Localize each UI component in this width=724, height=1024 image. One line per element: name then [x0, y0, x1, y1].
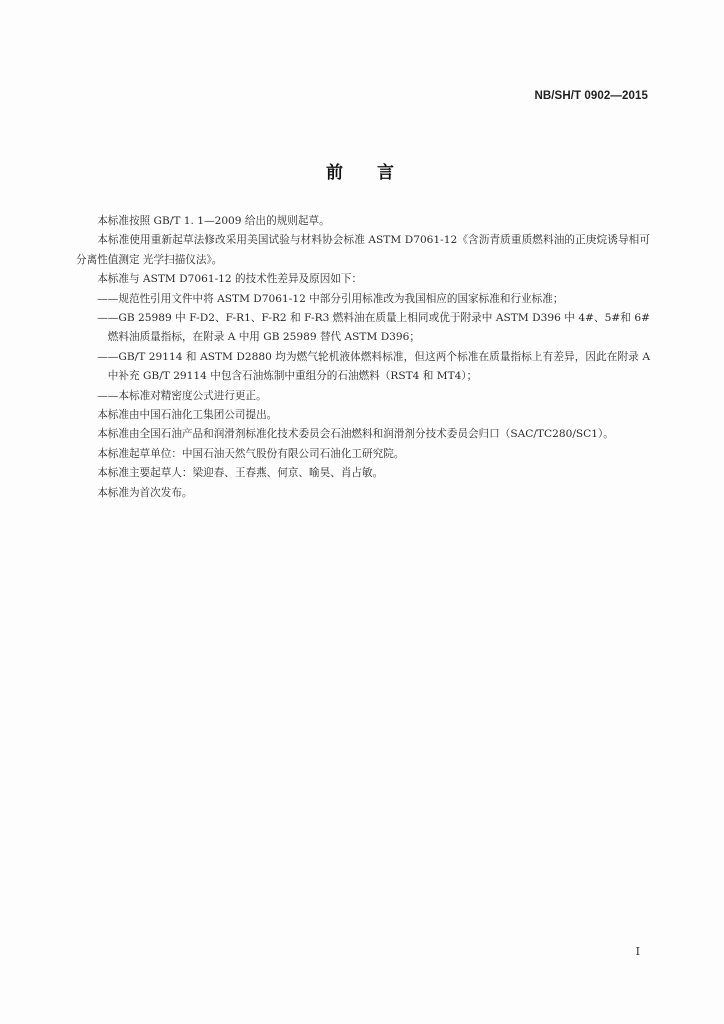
paragraph-differences-intro: 本标准与 ASTM D7061-12 的技术性差异及原因如下： [97, 273, 363, 286]
foreword-body [76, 212, 650, 503]
difference-item-gb25989: ——GB 25989 中 F-D2、F-R1、F-R2 和 F-R3 燃料油在质量上相同或优于附录中 ASTM D396 中 4#、5#和 6#燃料油质量指标，在附录 A 中用 GB 25989 替代 ASTM D396； [97, 312, 650, 344]
page-title: 前言 [326, 163, 428, 183]
standard-code: NB/SH/T 0902—2015 [534, 90, 648, 102]
difference-item-precision: ——本标准对精密度公式进行更正。 [97, 389, 267, 402]
paragraph-drafting-rules: 本标准按照 GB/T 1. 1—2009 给出的规则起草。 [97, 215, 330, 227]
paragraph-adoption-method: 本标准使用重新起草法修改采用美国试验与材料协会标准 ASTM D7061-12《含沥青质重质燃料油的正庚烷诱导相可分离性值测定 光学扫描仪法》。 [76, 234, 650, 266]
paragraph-first-release: 本标准为首次发布。 [97, 486, 193, 499]
difference-item-gbt29114: ——GB/T 29114 和 ASTM D2880 均为燃气轮机液体燃料标准，但这两个标准在质量指标上有差异，因此在附录 A 中补充 GB/T 29114 中包含石油炼制中重组分的石油燃料（RST4 和 MT4）； [97, 350, 650, 383]
paragraph-drafting-unit: 本标准起草单位：中国石油天然气股份有限公司石油化工研究院。 [97, 447, 405, 460]
paragraph-proposer: 本标准由中国石油化工集团公司提出。 [97, 409, 278, 422]
page-number: I [635, 945, 640, 958]
paragraph-drafters: 本标准主要起草人：梁迎春、王春燕、何京、喻昊、肖占敏。 [97, 467, 384, 480]
paragraph-technical-committee: 本标准由全国石油产品和润滑剂标准化技术委员会石油燃料和润滑剂分技术委员会归口（SAC/TC280/SC1）。 [97, 428, 614, 441]
difference-item-references: ——规范性引用文件中将 ASTM D7061-12 中部分引用标准改为我国相应的国家标准和行业标准； [97, 292, 564, 305]
